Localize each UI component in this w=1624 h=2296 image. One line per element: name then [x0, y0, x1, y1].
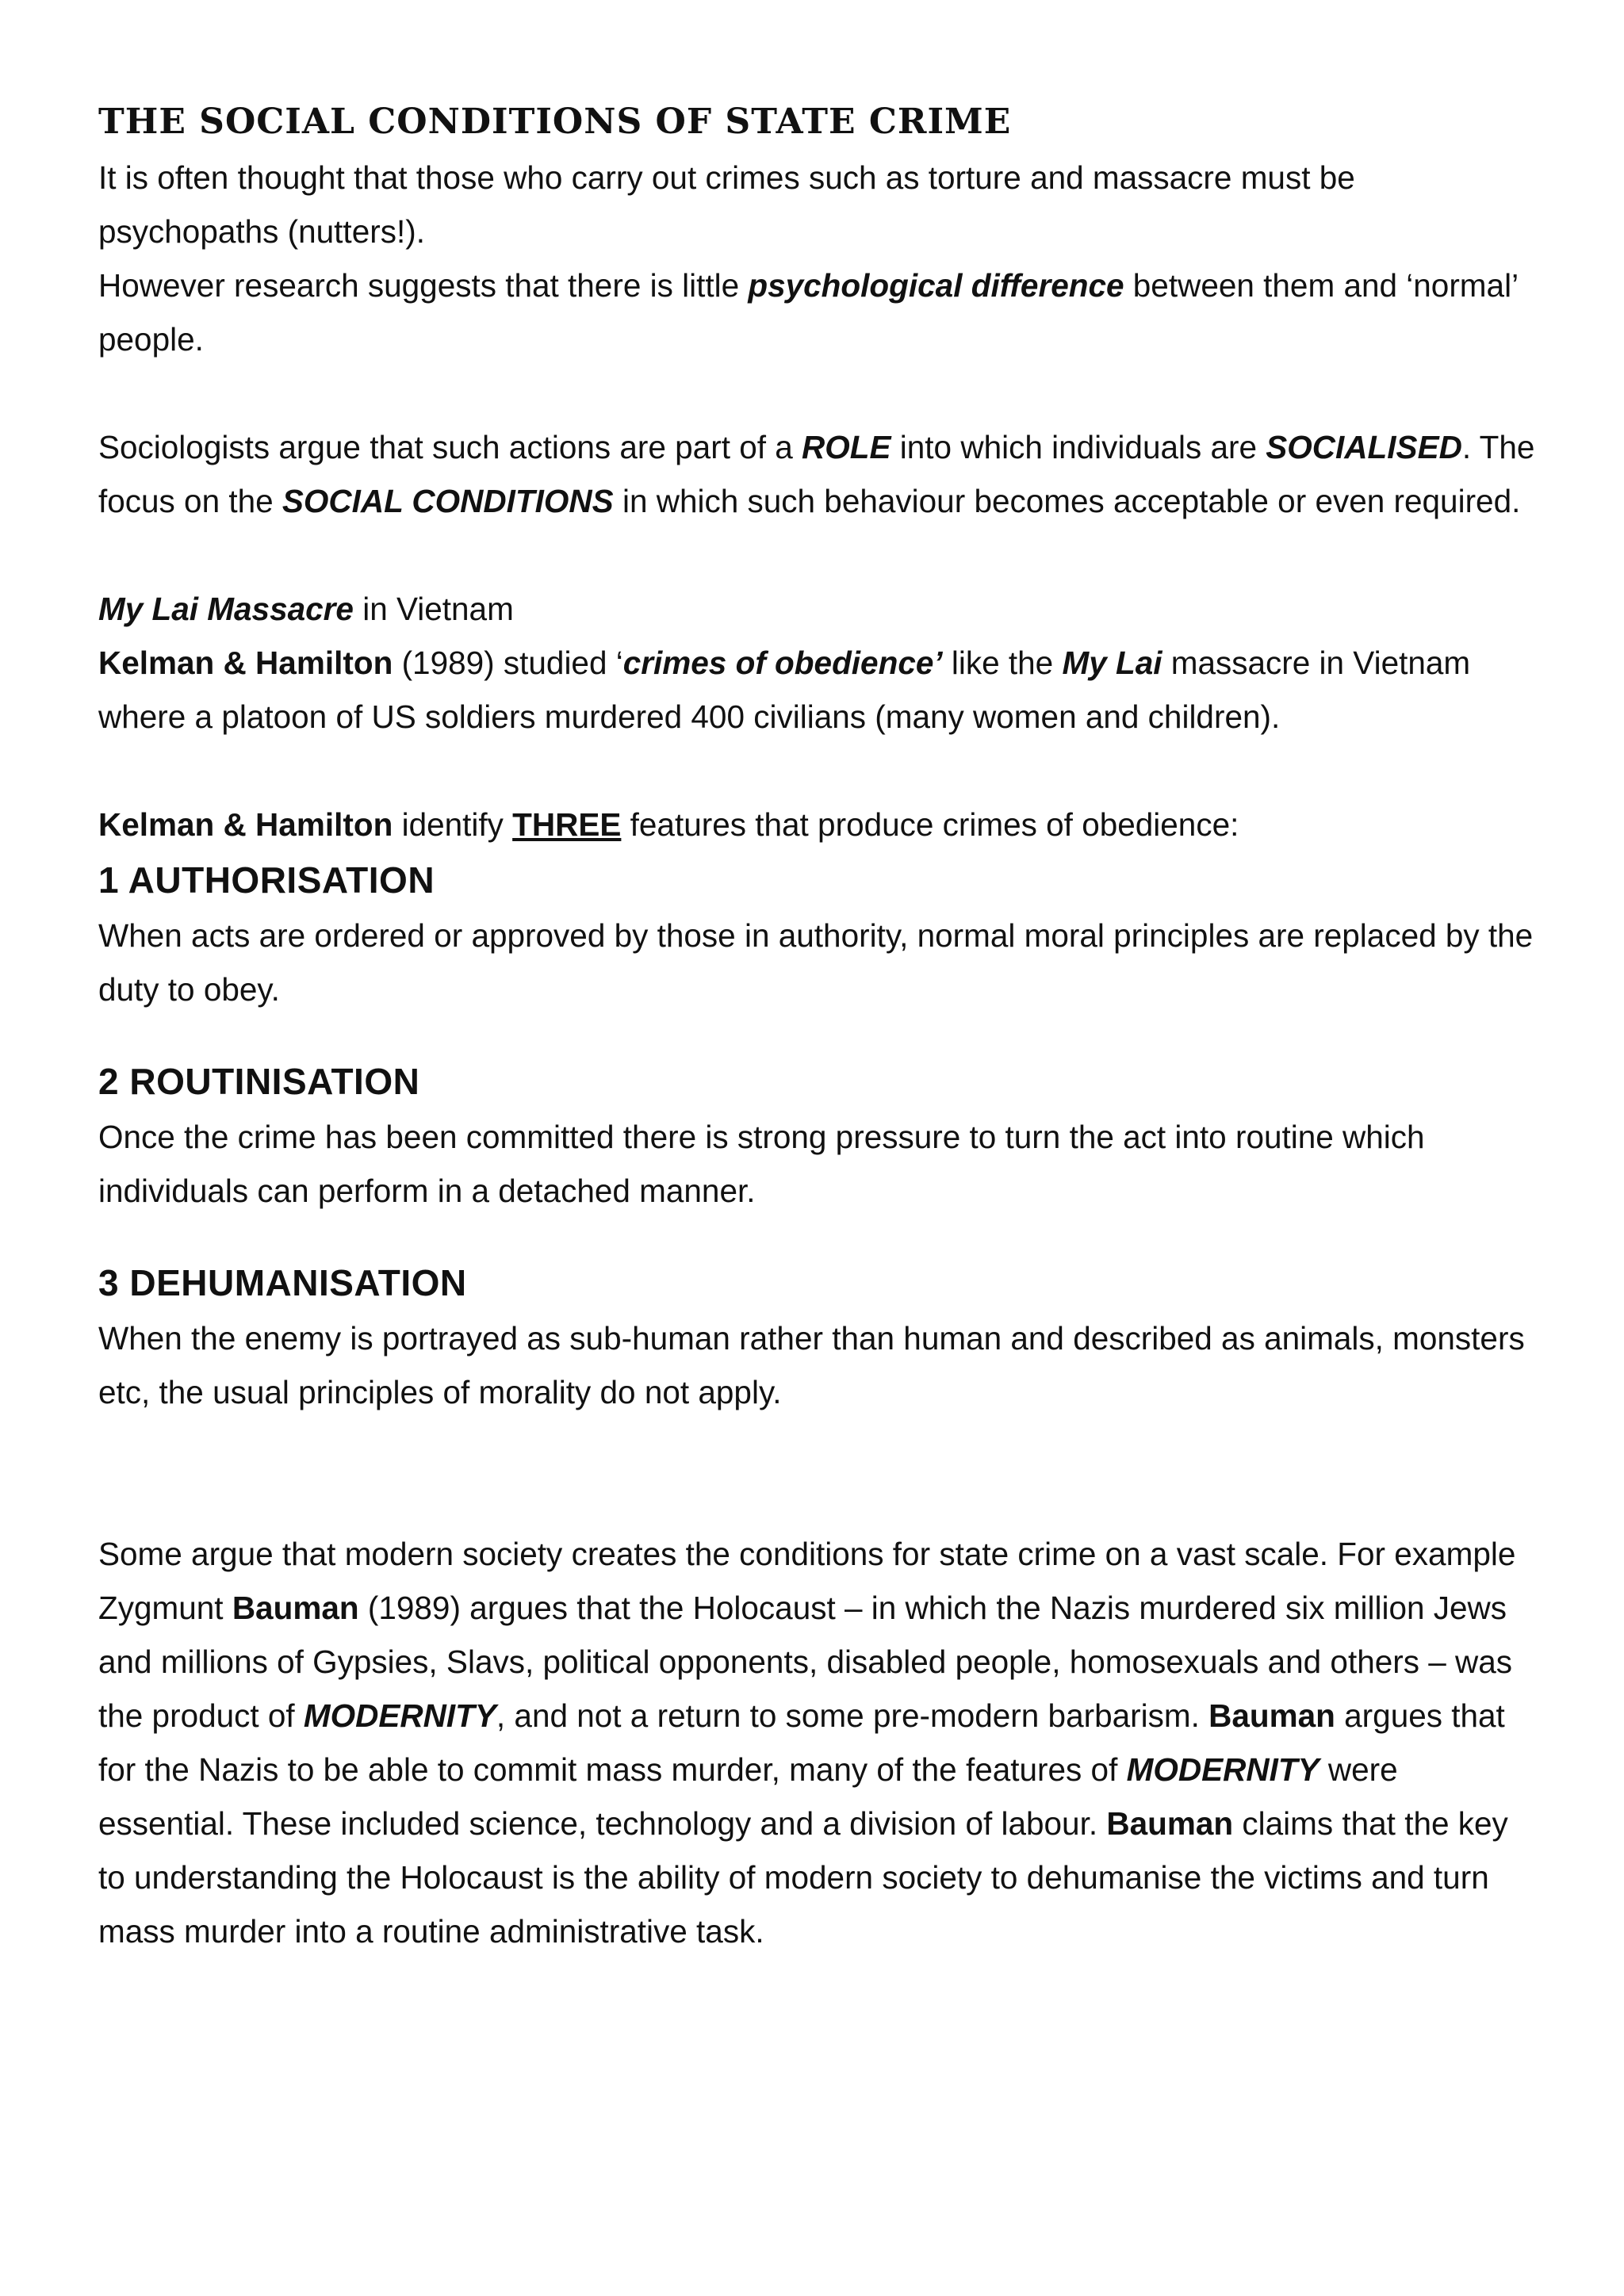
modernity-emphasis: MODERNITY [1126, 1751, 1320, 1788]
bauman-text: claims that the key to understanding the Holocaust is the ability of modern society to dehumanise the victims and turn mass murder into a routine administrative task. [98, 1805, 1508, 1950]
intro-text: However research suggests that there is little [98, 267, 749, 304]
social-conditions-emphasis: SOCIAL CONDITIONS [282, 483, 614, 519]
my-lai-massacre-label: My Lai Massacre [98, 591, 354, 627]
intro-text-end: between them and ‘normal’ people. [98, 267, 1518, 358]
spacer [98, 528, 1542, 582]
feature-text-routinisation: Once the crime has been committed there is strong pressure to turn the act into routine which individuals can perform in a detached manner. [98, 1119, 1425, 1209]
feature-text-dehumanisation: When the enemy is portrayed as sub-human rather than human and described as animals, monsters etc, the usual principles of morality do not apply. [98, 1320, 1525, 1410]
features-intro-text: features that produce crimes of obedience: [621, 806, 1239, 843]
my-lai-emphasis: My Lai [1062, 645, 1162, 681]
my-lai-paragraph [98, 636, 1542, 744]
feature-heading-authorisation: 1 AUTHORISATION [98, 859, 435, 901]
spacer [98, 366, 1542, 420]
bauman-text: argues that for the Nazis to be able to commit mass murder, many of the features of [98, 1697, 1505, 1788]
my-lai-text: massacre in Vietnam where a platoon of US soldiers murdered 400 civilians (many women and children). [98, 645, 1471, 735]
document-page [98, 94, 1542, 1958]
feature-heading-dehumanisation: 3 DEHUMANISATION [98, 1262, 467, 1303]
spacer [98, 744, 1542, 798]
my-lai-text: like the [942, 645, 1063, 681]
modernity-emphasis: MODERNITY [303, 1697, 496, 1734]
psychological-difference-emphasis: psychological difference [748, 267, 1124, 304]
spacer [98, 1419, 1542, 1527]
bauman-text: (1989) argues that the Holocaust – in which the Nazis murdered six million Jews and millions of Gypsies, Slavs, political opponents, disabled people, homosexuals and others – was the product of [98, 1590, 1513, 1734]
intro-paragraph-1: It is often thought that those who carry out crimes such as torture and massacre must be psychopaths (nutters!). [98, 159, 1355, 250]
spacer [98, 1016, 1542, 1053]
bauman-name: Bauman [232, 1590, 359, 1626]
socio-text: Sociologists argue that such actions are part of a [98, 429, 802, 465]
bauman-text: Some argue that modern society creates the conditions for state crime on a vast scale. For example Zygmunt [98, 1536, 1516, 1626]
features-intro-text: identify [393, 806, 513, 843]
feature-text-authorisation: When acts are ordered or approved by those in authority, normal moral principles are replaced by the duty to obey. [98, 917, 1534, 1008]
three-emphasis: THREE [512, 806, 622, 843]
intro-paragraph-2 [98, 258, 1542, 366]
features-intro [98, 798, 1542, 851]
in-vietnam-text: in Vietnam [353, 591, 514, 627]
bauman-name: Bauman [1106, 1805, 1234, 1842]
kelman-hamilton-name: Kelman & Hamilton [98, 806, 393, 843]
bauman-name: Bauman [1208, 1697, 1335, 1734]
socio-text: in which such behaviour becomes acceptable or even required. [613, 483, 1521, 519]
socialised-emphasis: SOCIALISED [1266, 429, 1462, 465]
document-title: THE SOCIAL CONDITIONS OF STATE CRIME [98, 101, 1012, 142]
spacer [98, 1218, 1542, 1254]
kelman-hamilton-name: Kelman & Hamilton [98, 645, 393, 681]
socio-text: into which individuals are [891, 429, 1266, 465]
my-lai-text: (1989) studied ‘ [393, 645, 623, 681]
bauman-text: were essential. These included science, technology and a division of labour. [98, 1751, 1398, 1842]
role-emphasis: ROLE [802, 429, 891, 465]
crimes-of-obedience-emphasis: crimes of obedience’ [622, 645, 943, 681]
bauman-text: , and not a return to some pre-modern barbarism. [496, 1697, 1209, 1734]
bauman-paragraph [98, 1527, 1542, 1958]
feature-heading-routinisation: 2 ROUTINISATION [98, 1061, 420, 1102]
my-lai-heading [98, 582, 1542, 636]
sociologists-paragraph [98, 420, 1542, 528]
socio-text: . The focus on the [98, 429, 1535, 519]
